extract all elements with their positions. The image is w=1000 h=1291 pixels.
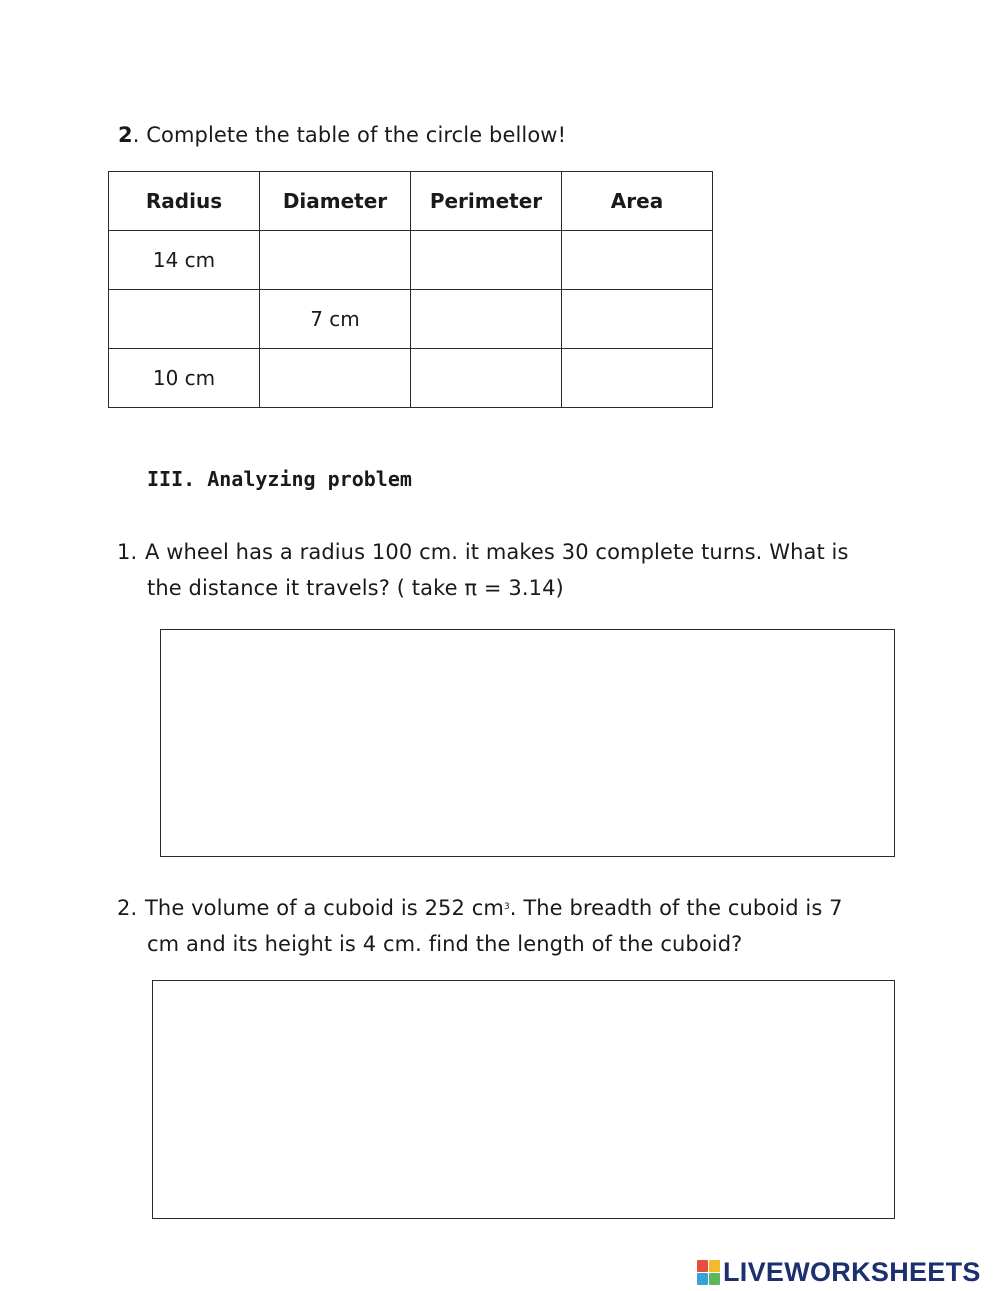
cell-area-input[interactable]	[562, 349, 713, 408]
problem-1-number: 1.	[117, 540, 138, 564]
table-row	[109, 231, 713, 290]
cell-perimeter-input[interactable]	[411, 349, 562, 408]
cell-diameter-input[interactable]	[260, 231, 411, 290]
cell-perimeter-input[interactable]	[411, 231, 562, 290]
problem-1-text-2: the distance it travels? ( take π = 3.14)	[147, 576, 564, 600]
table-row	[109, 349, 713, 408]
superscript-3: 3	[503, 902, 510, 912]
cell-area-input[interactable]	[562, 231, 713, 290]
problem-2-text-1b: . The breadth of the cuboid is 7	[509, 896, 843, 920]
header-diameter: Diameter	[260, 172, 411, 231]
cell-diameter: 7 cm	[260, 290, 411, 349]
header-area: Area	[562, 172, 713, 231]
logo-block	[697, 1260, 708, 1272]
header-radius: Radius	[109, 172, 260, 231]
answer-box-1[interactable]	[160, 629, 895, 857]
problem-2-text-2: cm and its height is 4 cm. find the length of the cuboid?	[147, 932, 743, 956]
cell-radius-input[interactable]	[109, 290, 260, 349]
problem-1-line-1	[117, 534, 877, 570]
problem-2-line-1	[117, 889, 877, 926]
liveworksheets-logo	[697, 1258, 981, 1286]
problem-2-text-1a: The volume of a cuboid is 252 cm	[145, 896, 504, 920]
question-2-title	[118, 117, 566, 153]
logo-block	[709, 1260, 720, 1272]
cell-diameter-input[interactable]	[260, 349, 411, 408]
answer-box-2[interactable]	[152, 980, 895, 1219]
cell-area-input[interactable]	[562, 290, 713, 349]
problem-2	[117, 889, 877, 962]
logo-block	[697, 1273, 708, 1285]
cell-perimeter-input[interactable]	[411, 290, 562, 349]
logo-blocks-icon	[697, 1260, 720, 1285]
cell-radius: 10 cm	[109, 349, 260, 408]
table-header-row	[109, 172, 713, 231]
header-perimeter: Perimeter	[411, 172, 562, 231]
problem-2-number: 2.	[117, 896, 138, 920]
problem-1-text-1: A wheel has a radius 100 cm. it makes 30 complete turns. What is	[145, 540, 849, 564]
logo-text: LIVEWORKSHEETS	[723, 1256, 981, 1287]
question-2-text: . Complete the table of the circle bellow!	[132, 123, 567, 147]
table-row	[109, 290, 713, 349]
logo-block	[709, 1273, 720, 1285]
section-heading: III. Analyzing problem	[147, 467, 412, 491]
problem-1	[117, 534, 877, 606]
cell-radius: 14 cm	[109, 231, 260, 290]
question-2-number: 2	[118, 123, 133, 147]
circle-table	[108, 171, 713, 408]
